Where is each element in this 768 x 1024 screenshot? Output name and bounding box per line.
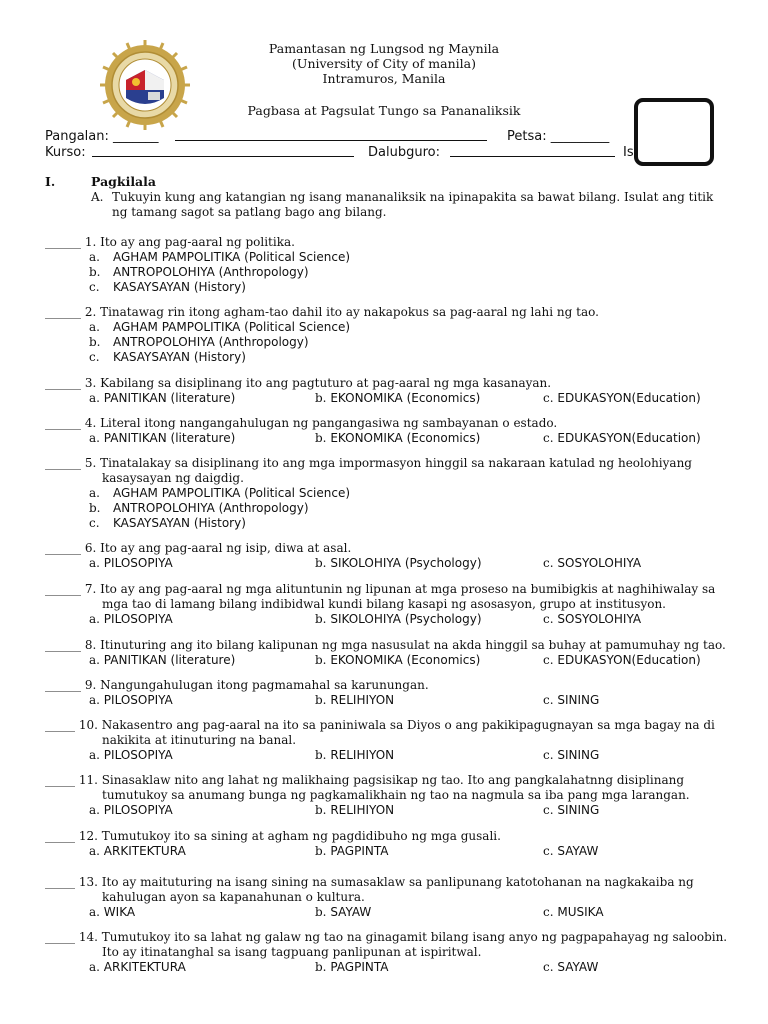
university-name: Pamantasan ng Lungsod ng Maynila — [268, 41, 500, 56]
q7-option-b: b. SIKOLOHIYA (Psychology) — [315, 612, 482, 626]
question-12: _____ 12. Tumutukoy ito sa sining at agham ng pagdidibuho ng mga gusali. — [45, 829, 501, 843]
q3-option-c: c. EDUKASYON(Education) — [543, 391, 701, 405]
question-3: ______ 3. Kabilang sa disiplinang ito ang pagtuturo at pag-aaral ng mga kasanayan. — [45, 376, 552, 390]
q13-option-c: c. MUSIKA — [543, 905, 604, 919]
q13-option-a: a. WIKA — [89, 905, 136, 919]
question-7-line-1: ______ 7. Ito ay ang pag-aaral ng mga alituntunin ng lipunan at mga proseso na bumibigkis at naghihiwalay sa — [45, 582, 716, 596]
q10-option-c: c. SINING — [543, 748, 600, 762]
date-label: Petsa: _________ — [507, 129, 610, 144]
q14-option-c: c. SAYAW — [543, 960, 599, 974]
question-14-line-2: Ito ay itinatanghal sa isang tagpuang panlipunan at ispiritwal. — [102, 945, 482, 959]
question-13-line-2: kahulugan ayon sa kapanahunan o kultura. — [102, 890, 365, 904]
instruction-line-2: ng tamang sagot sa patlang bago ang bilang. — [112, 205, 387, 219]
q6-option-c: c. SOSYOLOHIYA — [543, 556, 642, 570]
q5-option-c: c. KASAYSAYAN (History) — [89, 516, 246, 530]
q13-option-b: b. SAYAW — [315, 905, 372, 919]
q8-option-b: b. EKONOMIKA (Economics) — [315, 653, 481, 667]
question-1: ______ 1. Ito ay ang pag-aaral ng politika. — [45, 235, 295, 249]
q6-option-a: a. PILOSOPIYA — [89, 556, 173, 570]
question-7-line-2: mga tao di lamang bilang indibidwal kundi bilang kasapi ng asosasyon, grupo at institusyon. — [102, 597, 666, 611]
question-5-line-2: kasaysayan ng daigdig. — [102, 471, 244, 485]
q8-option-c: c. EDUKASYON(Education) — [543, 653, 701, 667]
section-number: I. — [45, 174, 56, 189]
section-label: Is — [623, 145, 634, 160]
q11-option-a: a. PILOSOPIYA — [89, 803, 173, 817]
course-title: Pagbasa at Pagsulat Tungo sa Pananaliksik — [247, 103, 521, 118]
q4-option-b: b. EKONOMIKA (Economics) — [315, 431, 481, 445]
q12-option-b: b. PAGPINTA — [315, 844, 389, 858]
question-14-line-1: _____ 14. Tumutukoy ito sa lahat ng galaw ng tao na ginagamit bilang isang anyo ng pagpapahayag ng saloobin. — [45, 930, 728, 944]
teacher-blank[interactable] — [450, 145, 615, 157]
q2-option-a: a. AGHAM PAMPOLITIKA (Political Science) — [89, 320, 351, 334]
question-6: ______ 6. Ito ay ang pag-aaral ng isip, diwa at asal. — [45, 541, 352, 555]
q8-option-a: a. PANITIKAN (literature) — [89, 653, 236, 667]
question-2: ______ 2. Tinatawag rin itong agham-tao dahil ito ay nakapokus sa pag-aaral ng lahi ng tao. — [45, 305, 599, 319]
q2-option-c: c. KASAYSAYAN (History) — [89, 350, 246, 364]
q4-option-a: a. PANITIKAN (literature) — [89, 431, 236, 445]
question-4: ______ 4. Literal itong nangangahulugan ng pangangasiwa ng sambayanan o estado. — [45, 416, 558, 430]
q7-option-c: c. SOSYOLOHIYA — [543, 612, 642, 626]
score-box — [634, 98, 714, 166]
q9-option-c: c. SINING — [543, 693, 600, 707]
q11-option-b: b. RELIHIYON — [315, 803, 395, 817]
q5-option-b: b. ANTROPOLOHIYA (Anthropology) — [89, 501, 309, 515]
course-blank[interactable] — [92, 145, 354, 157]
q11-option-c: c. SINING — [543, 803, 600, 817]
name-label: Pangalan: _______ — [45, 129, 159, 144]
teacher-label: Dalubguro: — [368, 145, 440, 160]
question-13-line-1: _____ 13. Ito ay maituturing na isang sining na sumasaklaw sa panlipunang katotohanan na nagkakaiba ng — [45, 875, 694, 889]
question-10-line-2: nakikita at itinuturing na banal. — [102, 733, 297, 747]
name-blank[interactable] — [175, 129, 487, 141]
q9-option-b: b. RELIHIYON — [315, 693, 395, 707]
q1-option-c: c. KASAYSAYAN (History) — [89, 280, 246, 294]
question-10-line-1: _____ 10. Nakasentro ang pag-aaral na ito sa paniniwala sa Diyos o ang pakikipagugnayan sa mga bagay na di — [45, 718, 715, 732]
question-5-line-1: ______ 5. Tinatalakay sa disiplinang ito ang mga impormasyon hinggil sa nakaraan katulad ng heolohiyang — [45, 456, 692, 470]
q2-option-b: b. ANTROPOLOHIYA (Anthropology) — [89, 335, 309, 349]
q3-option-a: a. PANITIKAN (literature) — [89, 391, 236, 405]
q7-option-a: a. PILOSOPIYA — [89, 612, 173, 626]
q14-option-b: b. PAGPINTA — [315, 960, 389, 974]
instruction-line-1: Tukuyin kung ang katangian ng isang mananaliksik na ipinapakita sa bawat bilang. Isulat ang titik — [112, 190, 714, 204]
course-label: Kurso: — [45, 145, 86, 160]
q3-option-b: b. EKONOMIKA (Economics) — [315, 391, 481, 405]
question-11-line-1: _____ 11. Sinasaklaw nito ang lahat ng malikhaing pagsisikap ng tao. Ito ang pangkalahatnng disiplinang — [45, 773, 685, 787]
q4-option-c: c. EDUKASYON(Education) — [543, 431, 701, 445]
instruction-letter: A. — [91, 190, 104, 204]
q10-option-a: a. PILOSOPIYA — [89, 748, 173, 762]
q6-option-b: b. SIKOLOHIYA (Psychology) — [315, 556, 482, 570]
university-name-english: (University of City of manila) — [292, 56, 476, 71]
question-11-line-2: tumutukoy sa anumang bunga ng pagkamalikhain ng tao na nagmula sa iba pang mga larangan. — [102, 788, 690, 802]
q1-option-b: b. ANTROPOLOHIYA (Anthropology) — [89, 265, 309, 279]
q9-option-a: a. PILOSOPIYA — [89, 693, 173, 707]
q14-option-a: a. ARKITEKTURA — [89, 960, 186, 974]
q12-option-c: c. SAYAW — [543, 844, 599, 858]
section-title: Pagkilala — [91, 174, 157, 189]
university-location: Intramuros, Manila — [322, 71, 446, 86]
q5-option-a: a. AGHAM PAMPOLITIKA (Political Science) — [89, 486, 351, 500]
question-8: ______ 8. Itinuturing ang ito bilang kalipunan ng mga nasusulat na akda hinggil sa buhay at pamumuhay ng tao. — [45, 638, 726, 652]
question-9: ______ 9. Nangungahulugan itong pagmamahal sa karunungan. — [45, 678, 429, 692]
q10-option-b: b. RELIHIYON — [315, 748, 395, 762]
q1-option-a: a. AGHAM PAMPOLITIKA (Political Science) — [89, 250, 351, 264]
q12-option-a: a. ARKITEKTURA — [89, 844, 186, 858]
